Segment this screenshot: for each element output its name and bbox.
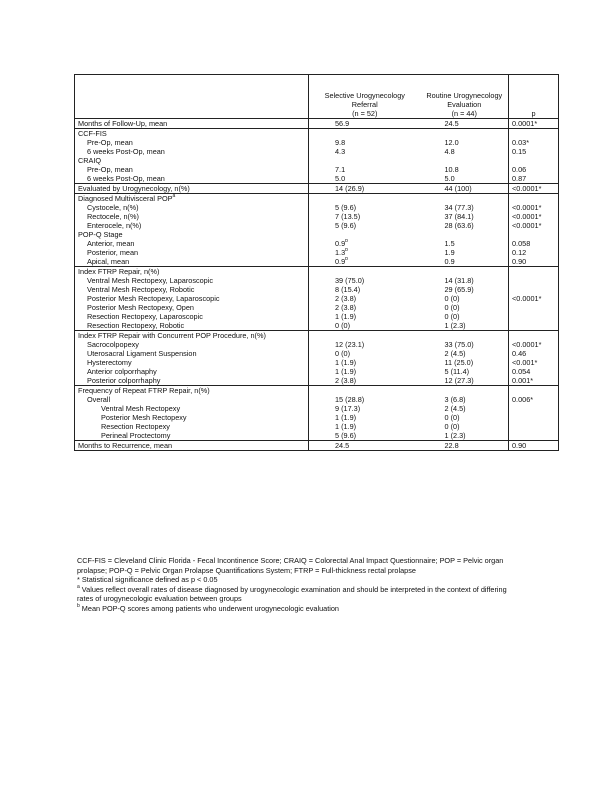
table-row xyxy=(75,156,559,165)
cell-p: <0.0001* xyxy=(509,340,559,349)
table-row xyxy=(75,184,559,194)
table-row xyxy=(75,376,559,386)
table-row xyxy=(75,212,559,221)
cell-routine: 12 (27.3) xyxy=(421,376,509,386)
cell-selective: 14 (26.9) xyxy=(309,184,421,194)
table-row xyxy=(75,303,559,312)
cell-routine: 2 (4.5) xyxy=(444,349,466,358)
table-row xyxy=(75,349,559,358)
cell-routine: 0 (0) xyxy=(444,303,460,312)
table-row xyxy=(75,165,559,174)
row-label: Apical, mean xyxy=(75,257,309,267)
row-label: Sacrocolpopexy xyxy=(75,340,309,349)
cell-p: 0.0001* xyxy=(509,119,559,129)
cell-p: 0.001* xyxy=(509,376,559,386)
row-label: 6 weeks Post-Op, mean xyxy=(75,174,309,184)
row-label: Evaluated by Urogynecology, n(%) xyxy=(75,184,309,194)
header-label xyxy=(75,75,309,119)
cell-routine: 0.9 xyxy=(421,257,509,267)
table-row xyxy=(75,431,559,441)
cell-selective: 0 (0) xyxy=(309,349,421,358)
cell-routine: 2 (4.5) xyxy=(444,404,466,413)
cell-selective: 56.9 xyxy=(309,119,421,129)
cell-selective: 9 (17.3) xyxy=(309,404,421,413)
cell-selective: 2 (3.8) xyxy=(309,294,421,303)
row-label: Uterosacral Ligament Suspension xyxy=(75,349,309,358)
cell-routine: 0 (0) xyxy=(444,312,460,321)
section-label: POP-Q Stage xyxy=(75,230,309,239)
table-row xyxy=(75,386,559,396)
section-label: Index FTRP Repair, n(%) xyxy=(75,267,309,277)
row-label: Overall xyxy=(75,395,309,404)
row-label: Ventral Mesh Rectopexy xyxy=(75,404,309,413)
section-label: Index FTRP Repair with Concurrent POP Procedure, n(%) xyxy=(75,331,309,341)
cell-selective: 4.3 xyxy=(309,147,421,156)
table-row xyxy=(75,367,559,376)
header-selective: Selective Urogynecology Referral (n = 52) xyxy=(309,75,421,119)
row-label: Months of Follow-Up, mean xyxy=(75,119,309,129)
cell-selective: 0.9$^b$ xyxy=(309,257,421,267)
cell-selective: 7 (13.5) xyxy=(309,212,421,221)
header-routine: Routine Urogynecology Evaluation (n = 44) xyxy=(421,75,509,119)
cell-p: 0.054 xyxy=(509,367,559,376)
cell-p: 0.15 xyxy=(509,147,559,156)
cell-selective: 1 (1.9) xyxy=(309,413,421,422)
table-footnotes xyxy=(74,556,558,614)
cell-p: <0.0001* xyxy=(509,221,559,230)
row-label: Pre-Op, mean xyxy=(75,138,309,147)
section-label: CRAIQ xyxy=(75,156,309,165)
cell-routine: 29 (65.9) xyxy=(444,285,474,294)
table-row xyxy=(75,129,559,139)
table-row xyxy=(75,413,559,422)
table-row xyxy=(75,138,559,147)
cell-selective: 2 (3.8) xyxy=(309,303,421,312)
row-label: Posterior Mesh Rectopexy, Laparoscopic xyxy=(75,294,309,303)
cell-routine: 5 (11.4) xyxy=(444,367,470,376)
cell-selective: 12 (23.1) xyxy=(309,340,421,349)
section-label: Frequency of Repeat FTRP Repair, n(%) xyxy=(75,386,309,396)
footnote-abbreviations-1: CCF-FIS = Cleveland Clinic Florida - Fecal Incontinence Score; CRAIQ = Colorectal Anal Impact Questionnaire; POP = Pelvic organ xyxy=(77,556,504,565)
cell-routine: 22.8 xyxy=(421,441,509,451)
cell-selective: 15 (28.8) xyxy=(309,395,421,404)
cell-routine: 28 (63.6) xyxy=(444,221,474,230)
cell-routine: 0 (0) xyxy=(444,294,460,303)
cell-p: 0.87 xyxy=(509,174,559,184)
cell-selective: 24.5 xyxy=(309,441,421,451)
table-row xyxy=(75,441,559,451)
cell-routine: 14 (31.8) xyxy=(444,276,474,285)
table-row xyxy=(75,239,559,248)
cell-selective: 1 (1.9) xyxy=(309,358,421,367)
cell-p: 0.03* xyxy=(509,138,559,147)
cell-selective: 9.8 xyxy=(309,138,421,147)
cell-p: 0.90 xyxy=(509,257,559,267)
row-label: Anterior colporrhaphy xyxy=(75,367,309,376)
cell-selective: 5 (9.6) xyxy=(309,203,421,212)
cell-selective: 2 (3.8) xyxy=(309,376,421,386)
table-row xyxy=(75,331,559,341)
cell-p: <0.0001* xyxy=(509,267,559,331)
cell-p: 0.006* xyxy=(509,395,559,404)
row-label: Resection Rectopexy, Laparoscopic xyxy=(75,312,309,321)
cell-routine: 1.5 xyxy=(444,239,455,248)
table-row xyxy=(75,174,559,184)
row-label: Perineal Proctectomy xyxy=(75,431,309,441)
cell-p: <0.001* xyxy=(509,358,559,367)
results-table xyxy=(74,74,559,451)
table-row xyxy=(75,358,559,367)
cell-selective: 8 (15.4) xyxy=(309,285,421,294)
table-row xyxy=(75,267,559,277)
table-row xyxy=(75,285,559,294)
cell-routine: 33 (75.0) xyxy=(444,340,474,349)
cell-routine: 11 (25.0) xyxy=(444,358,474,367)
table-row xyxy=(75,147,559,156)
table-row xyxy=(75,248,559,257)
cell-p: 0.058 xyxy=(509,239,559,248)
table-row xyxy=(75,194,559,204)
table-row xyxy=(75,294,559,303)
footnote-a: $^a$ Values reflect overall rates of disease diagnosed by urogynecologic examination and should be interpreted in the context of differing xyxy=(77,583,507,594)
row-label: Pre-Op, mean xyxy=(75,165,309,174)
cell-p: <0.0001* xyxy=(509,184,559,194)
cell-routine: 5.0 xyxy=(421,174,509,184)
section-label: Diagnosed Multivisceral POP$^a$ xyxy=(75,194,309,204)
row-label: Cystocele, n(%) xyxy=(75,203,309,212)
row-label: Hysterectomy xyxy=(75,358,309,367)
cell-selective: 5 (9.6) xyxy=(309,221,421,230)
cell-selective: 1 (1.9) xyxy=(309,312,421,321)
cell-selective: 1.3$^b$ xyxy=(309,248,421,257)
cell-routine: 1.9 xyxy=(444,248,455,257)
cell-routine: 10.8 xyxy=(444,165,459,174)
table-row xyxy=(75,257,559,267)
table-row xyxy=(75,221,559,230)
row-label: Enterocele, n(%) xyxy=(75,221,309,230)
cell-p: 0.46 xyxy=(509,349,559,358)
cell-selective: 5 (9.6) xyxy=(309,431,421,441)
header-p: p xyxy=(509,75,559,119)
table-row xyxy=(75,422,559,431)
cell-routine: 3 (6.8) xyxy=(444,395,466,404)
cell-selective: 1 (1.9) xyxy=(309,422,421,431)
cell-p: 0.12 xyxy=(509,248,559,257)
row-label: Ventral Mesh Rectopexy, Laparoscopic xyxy=(75,276,309,285)
table-row xyxy=(75,321,559,331)
cell-routine: 37 (84.1) xyxy=(444,212,474,221)
cell-routine: 24.5 xyxy=(421,119,509,129)
row-label: Posterior colporrhaphy xyxy=(75,376,309,386)
table-row xyxy=(75,119,559,129)
cell-selective: 39 (75.0) xyxy=(309,276,421,285)
row-label: 6 weeks Post-Op, mean xyxy=(75,147,309,156)
cell-routine: 12.0 xyxy=(444,138,459,147)
footnote-b: $^b$ Mean POP-Q scores among patients who underwent urogynecologic evaluation xyxy=(77,602,339,613)
table-row xyxy=(75,395,559,404)
row-label: Ventral Mesh Rectopexy, Robotic xyxy=(75,285,309,294)
row-label: Posterior Mesh Rectopexy, Open xyxy=(75,303,309,312)
footnote-significance: * Statistical significance defined as p < 0.05 xyxy=(77,575,218,585)
cell-p: 0.06 xyxy=(509,165,559,174)
cell-selective: 1 (1.9) xyxy=(309,367,421,376)
row-label: Posterior, mean xyxy=(75,248,309,257)
table-header-row xyxy=(75,75,559,119)
table-row xyxy=(75,276,559,285)
cell-p: <0.0001* xyxy=(509,203,559,212)
footnote-a-cont: rates of urogynecologic evaluation between groups xyxy=(77,594,242,604)
row-label: Resection Rectopexy xyxy=(75,422,309,431)
footnote-abbreviations-2: prolapse; POP-Q = Pelvic Organ Prolapse Quantifications System; FTRP = Full-thickness rectal prolapse xyxy=(77,565,416,575)
cell-selective: 0 (0) xyxy=(309,321,421,331)
table-row xyxy=(75,404,559,413)
cell-selective: 7.1 xyxy=(309,165,421,174)
row-label: Months to Recurrence, mean xyxy=(75,441,309,451)
cell-routine: 0 (0) xyxy=(444,422,460,431)
row-label: Resection Rectopexy, Robotic xyxy=(75,321,309,331)
cell-routine: 0 (0) xyxy=(444,413,460,422)
table-row xyxy=(75,312,559,321)
cell-p: 0.90 xyxy=(509,441,559,451)
cell-selective: 5.0 xyxy=(309,174,421,184)
section-label: CCF-FIS xyxy=(75,129,309,139)
cell-routine: 44 (100) xyxy=(421,184,509,194)
cell-selective: 0.9$^b$ xyxy=(309,239,421,248)
table-row xyxy=(75,230,559,239)
cell-routine: 4.8 xyxy=(444,147,455,156)
cell-routine: 34 (77.3) xyxy=(444,203,474,212)
row-label: Anterior, mean xyxy=(75,239,309,248)
row-label: Posterior Mesh Rectopexy xyxy=(75,413,309,422)
table-row xyxy=(75,203,559,212)
row-label: Rectocele, n(%) xyxy=(75,212,309,221)
cell-routine: 1 (2.3) xyxy=(421,321,509,331)
cell-p: <0.0001* xyxy=(509,212,559,221)
cell-routine: 1 (2.3) xyxy=(421,431,509,441)
table-row xyxy=(75,340,559,349)
